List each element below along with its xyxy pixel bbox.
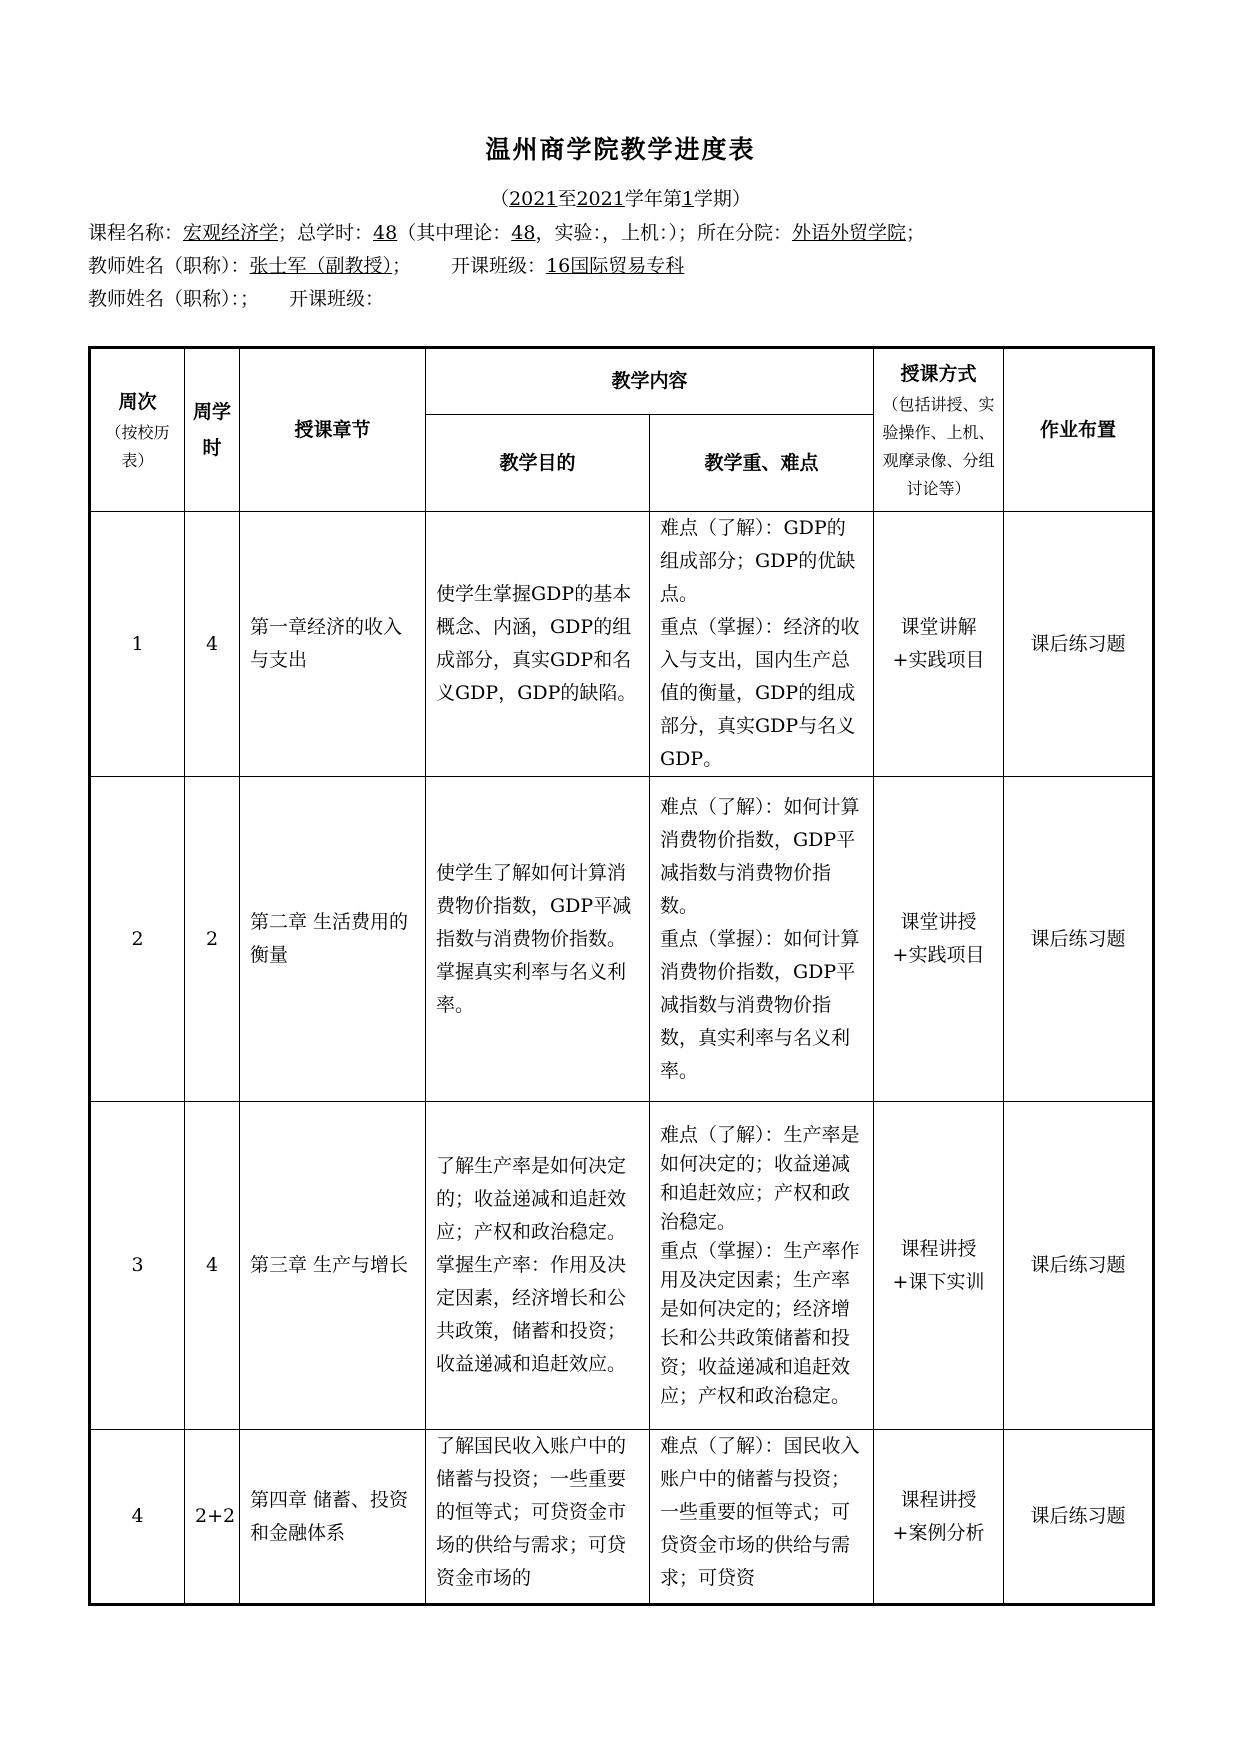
row-goal: 了解国民收入账户中的储蓄与投资；一些重要的恒等式；可贷资金市场的供给与需求；可贷资金市场的 <box>426 1430 650 1605</box>
header-week-note: （按校历表） <box>105 422 170 470</box>
year-start: 2021 <box>509 188 558 210</box>
row-key-points: 难点（了解）：国民收入账户中的储蓄与投资；一些重要的恒等式；可贷资金市场的供给与需求；可贷资 <box>650 1430 874 1605</box>
teacher-info-line-2 <box>88 284 384 311</box>
header-week <box>90 348 185 512</box>
row-chapter: 第四章 储蓄、投资和金融体系 <box>240 1430 426 1605</box>
page-title: 温州商学院教学进度表 <box>485 135 756 164</box>
header-row-1 <box>90 348 1154 415</box>
theory-hours-label: （其中理论： <box>397 222 512 244</box>
table-row <box>90 1102 1154 1430</box>
row-hours: 2 <box>185 777 240 1102</box>
row-method: 课程讲授+课下实训 <box>874 1102 1004 1430</box>
class-label-2: 开课班级： <box>289 288 385 310</box>
row-goal: 使学生了解如何计算消费物价指数，GDP平减指数与消费物价指数。掌握真实利率与名义利率。 <box>426 777 650 1102</box>
header-method-label: 授课方式 <box>900 362 977 385</box>
lab-hours-text: ，实验：，上机：）；所在分院： <box>535 222 792 244</box>
department-value: 外语外贸学院 <box>791 222 906 244</box>
row-method: 课堂讲授+实践项目 <box>874 777 1004 1102</box>
line1-end: ； <box>905 222 925 244</box>
row-chapter: 第一章经济的收入与支出 <box>240 512 426 777</box>
class-label: 开课班级： <box>451 255 547 277</box>
teacher-label: 教师姓名（职称）： <box>88 255 250 277</box>
row-homework: 课后练习题 <box>1004 1102 1154 1430</box>
table-row <box>90 777 1154 1102</box>
row-hours: 4 <box>185 512 240 777</box>
header-key-points: 教学重、难点 <box>650 415 874 512</box>
table-row <box>90 512 1154 777</box>
row-homework: 课后练习题 <box>1004 512 1154 777</box>
row-key-points: 难点（了解）：如何计算消费物价指数，GDP平减指数与消费物价指数。 重点（掌握）：如何计算消费物价指数，GDP平减指数与消费物价指数，真实利率与名义利率。 <box>650 777 874 1102</box>
header-homework: 作业布置 <box>1004 348 1154 512</box>
teacher-label-2: 教师姓名（职称）：； <box>88 288 260 310</box>
schedule-table <box>88 346 1155 1606</box>
teacher-info-line <box>88 251 684 278</box>
semester-open: （ <box>490 188 510 210</box>
row-hours: 2+2 <box>185 1430 240 1605</box>
row-goal: 使学生掌握GDP的基本概念、内涵，GDP的组成部分，真实GDP和名义GDP，GDP的缺陷。 <box>426 512 650 777</box>
row-key-points: 难点（了解）：GDP的组成部分；GDP的优缺点。 重点（掌握）：经济的收入与支出，国内生产总值的衡量，GDP的组成部分，真实GDP与名义GDP。 <box>650 512 874 777</box>
row-key-points: 难点（了解）：生产率是如何决定的；收益递减和追赶效应；产权和政治稳定。 重点（掌握）：生产率作用及决定因素；生产率是如何决定的；经济增长和公共政策储蓄和投资；收益递减和追赶效应；产权和政治稳定。 <box>650 1102 874 1430</box>
semester-line <box>0 184 1241 211</box>
row-week: 2 <box>90 777 185 1102</box>
header-content: 教学内容 <box>426 348 874 415</box>
course-name-value: 宏观经济学 <box>183 222 279 244</box>
total-hours-label: ；总学时： <box>278 222 374 244</box>
row-method: 课程讲授+案例分析 <box>874 1430 1004 1605</box>
header-hours: 周学时 <box>185 348 240 512</box>
row-hours: 4 <box>185 1102 240 1430</box>
term-label: 学期） <box>693 188 751 210</box>
teacher-value: 张士军（副教授） <box>249 255 393 277</box>
theory-hours-value: 48 <box>511 222 536 244</box>
header-method <box>874 348 1004 512</box>
year-end: 2021 <box>576 188 625 210</box>
year-label: 学年第 <box>624 188 682 210</box>
row-homework: 课后练习题 <box>1004 777 1154 1102</box>
header-chapter: 授课章节 <box>240 348 426 512</box>
row-chapter: 第二章 生活费用的衡量 <box>240 777 426 1102</box>
row-method: 课堂讲解+实践项目 <box>874 512 1004 777</box>
course-name-label: 课程名称： <box>88 222 184 244</box>
row-week: 4 <box>90 1430 185 1605</box>
row-goal: 了解生产率是如何决定的；收益递减和追赶效应；产权和政治稳定。掌握生产率：作用及决定因素，经济增长和公共政策，储蓄和投资；收益递减和追赶效应。 <box>426 1102 650 1430</box>
course-info-line <box>88 218 925 245</box>
term-number: 1 <box>681 188 694 210</box>
teacher-sep: ； <box>392 255 412 277</box>
table-row <box>90 1430 1154 1605</box>
row-homework: 课后练习题 <box>1004 1430 1154 1605</box>
semester-to: 至 <box>557 188 577 210</box>
row-week: 1 <box>90 512 185 777</box>
header-week-label: 周次 <box>118 390 157 413</box>
total-hours-value: 48 <box>373 222 398 244</box>
header-method-note: （包括讲授、实验操作、上机、观摩录像、分组讨论等） <box>882 394 995 498</box>
row-week: 3 <box>90 1102 185 1430</box>
class-value: 16国际贸易专科 <box>546 255 685 277</box>
row-chapter: 第三章 生产与增长 <box>240 1102 426 1430</box>
header-goal: 教学目的 <box>426 415 650 512</box>
